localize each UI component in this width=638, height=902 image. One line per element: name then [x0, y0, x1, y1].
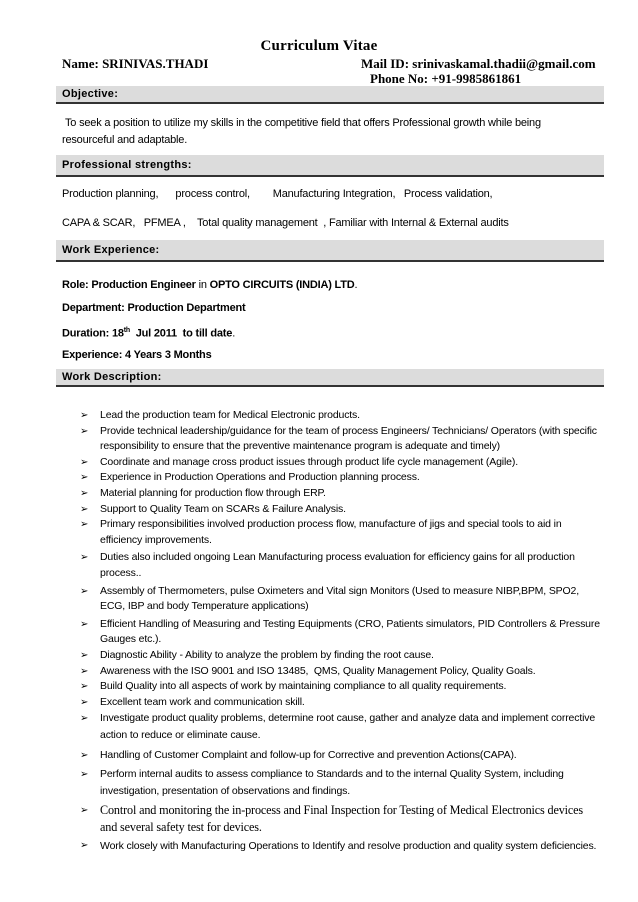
- list-item: ➢ Support to Quality Team on SCARs & Failure Analysis.: [80, 502, 600, 518]
- arrow-bullet-icon: ➢: [80, 503, 89, 515]
- duration-value: Jul 2011 to till date: [130, 327, 233, 340]
- duration-end: .: [232, 327, 236, 340]
- strengths-line-1: Production planning, process control, Manufacturing Integration, Process validation,: [62, 188, 493, 200]
- list-item: ➢ Primary responsibilities involved production process flow, manufacture of jigs and special tools to aid in efficiency improvements.: [80, 518, 562, 546]
- arrow-bullet-icon: ➢: [80, 804, 89, 816]
- objective-line-2: resourceful and adaptable.: [62, 134, 188, 146]
- list-item: ➢ Material planning for production flow through ERP.: [80, 486, 600, 502]
- list-item: ➢ Provide technical leadership/guidance for the team of process Engineers/ Technicians/ Operators (with specific responsibility to ensure that the preventive maintenance program is adequate and timely): [80, 424, 597, 453]
- duration-superscript: th: [123, 327, 130, 334]
- arrow-bullet-icon: ➢: [80, 618, 89, 630]
- arrow-bullet-icon: ➢: [80, 585, 89, 597]
- list-item: ➢ Control and monitoring the in-process and Final Inspection for Testing of Medical Electronics devices and several safety test for devices.: [80, 802, 584, 834]
- list-item: ➢ Investigate product quality problems, determine root cause, gather and analyze data and implement corrective action to reduce or eliminate cause.: [80, 712, 596, 742]
- role-label: Role: Production Engineer: [62, 279, 196, 291]
- role-company: OPTO CIRCUITS (INDIA) LTD: [209, 279, 355, 291]
- candidate-name: Name: SRINIVAS.THADI: [62, 56, 209, 71]
- list-item: ➢ Awareness with the ISO 9001 and ISO 13485, QMS, Quality Management Policy, Quality Goals.: [80, 664, 600, 680]
- arrow-bullet-icon: ➢: [80, 487, 89, 499]
- document-title: Curriculum Vitae: [260, 38, 378, 54]
- list-item: ➢ Diagnostic Ability - Ability to analyze the problem by finding the root cause.: [80, 648, 600, 664]
- arrow-bullet-icon: ➢: [80, 552, 89, 564]
- arrow-bullet-icon: ➢: [80, 649, 89, 661]
- duration-label: Duration: 18: [62, 327, 124, 340]
- list-item: ➢ Perform internal audits to assess compliance to Standards and to the internal Quality System, including investigation, presentation of observations and findings.: [80, 767, 564, 797]
- experience-duration: [62, 323, 235, 342]
- arrow-bullet-icon: ➢: [80, 410, 89, 421]
- section-heading-work-description: Work Description:: [56, 369, 604, 387]
- arrow-bullet-icon: ➢: [80, 425, 89, 437]
- list-item: ➢ Coordinate and manage cross product issues through product life cycle management (Agile).: [80, 455, 600, 471]
- arrow-bullet-icon: ➢: [80, 750, 89, 762]
- role-end: .: [354, 279, 358, 291]
- list-item: ➢ Assembly of Thermometers, pulse Oximeters and Vital sign Monitors (Used to measure NIBP,BPM, SPO2, ECG, IBP and body Temperature applications): [80, 584, 579, 613]
- list-item: ➢ Handling of Customer Complaint and follow-up for Corrective and prevention Actions(CAPA).: [80, 748, 600, 764]
- list-item: ➢ Excellent team work and communication skill.: [80, 695, 600, 711]
- section-heading-objective: Objective:: [56, 86, 604, 104]
- experience-department: Department: Production Department: [62, 302, 246, 314]
- arrow-bullet-icon: ➢: [80, 456, 89, 468]
- objective-line-1: To seek a position to utilize my skills in the competitive field that offers Professional growth while being: [65, 117, 541, 129]
- contact-phone: Phone No: +91-9985861861: [370, 71, 522, 86]
- experience-role: [62, 277, 357, 293]
- list-item: ➢ Duties also included ongoing Lean Manufacturing process evaluation for efficiency gains for all production process..: [80, 551, 584, 579]
- strengths-line-2: CAPA & SCAR, PFMEA , Total quality management , Familiar with Internal & External audits: [62, 217, 509, 229]
- arrow-bullet-icon: ➢: [80, 839, 89, 851]
- section-heading-strengths: Professional strengths:: [56, 155, 604, 177]
- list-item: ➢ Build Quality into all aspects of work by maintaining compliance to all quality requirements.: [80, 679, 600, 695]
- arrow-bullet-icon: ➢: [80, 696, 89, 708]
- contact-email: Mail ID: srinivaskamal.thadii@gmail.com: [361, 56, 596, 71]
- list-item: ➢ Experience in Production Operations and Production planning process.: [80, 470, 600, 486]
- arrow-bullet-icon: ➢: [80, 519, 89, 531]
- role-in: in: [195, 279, 210, 291]
- arrow-bullet-icon: ➢: [80, 713, 89, 725]
- section-heading-experience: Work Experience:: [56, 240, 604, 262]
- arrow-bullet-icon: ➢: [80, 681, 89, 693]
- arrow-bullet-icon: ➢: [80, 472, 89, 484]
- arrow-bullet-icon: ➢: [80, 768, 89, 780]
- experience-total: Experience: 4 Years 3 Months: [62, 349, 212, 361]
- list-item: ➢ Efficient Handling of Measuring and Testing Equipments (CRO, Patients simulators, PID Controllers & Pressure Gauges etc.).: [80, 617, 600, 646]
- list-item: ➢ Lead the production team for Medical Electronic products.: [80, 408, 600, 424]
- arrow-bullet-icon: ➢: [80, 665, 89, 677]
- list-item: ➢ Work closely with Manufacturing Operations to Identify and resolve production and quality system deficiencies.: [80, 839, 597, 852]
- work-description-list: [80, 408, 600, 854]
